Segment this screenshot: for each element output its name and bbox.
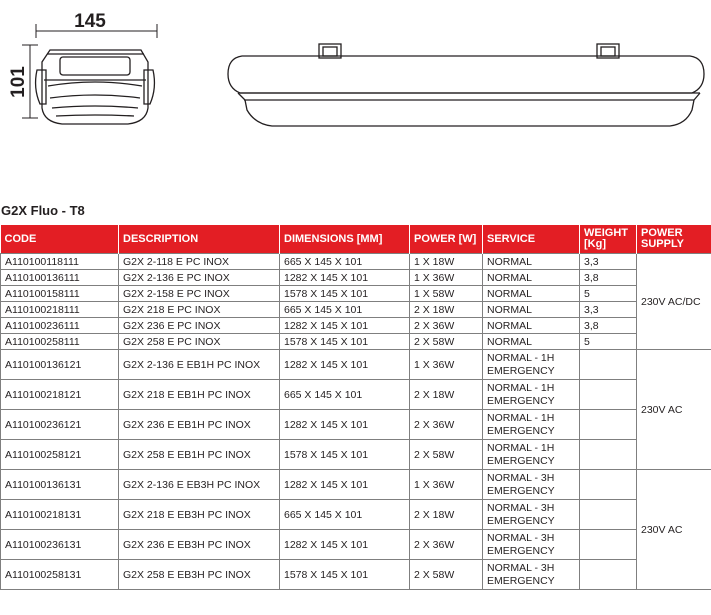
cell-service <box>483 440 580 470</box>
cell-description: G2X 2-136 E EB3H PC INOX <box>119 470 280 500</box>
cell-code: A110100236131 <box>1 530 119 560</box>
cell-code: A110100136121 <box>1 350 119 380</box>
cell-service <box>483 410 580 440</box>
cell-dimensions: 665 X 145 X 101 <box>280 302 410 318</box>
cell-service: NORMAL <box>483 302 580 318</box>
cell-code: A110100258121 <box>1 440 119 470</box>
service-line-1: NORMAL - 3H <box>487 561 555 574</box>
service-line-2: EMERGENCY <box>487 364 555 377</box>
cell-weight: 3,8 <box>580 318 637 334</box>
cell-dimensions: 1282 X 145 X 101 <box>280 530 410 560</box>
cell-weight <box>580 440 637 470</box>
cell-code: A110100218111 <box>1 302 119 318</box>
service-line-1: NORMAL - 1H <box>487 441 555 454</box>
table-row <box>1 530 711 560</box>
cell-dimensions: 665 X 145 X 101 <box>280 254 410 270</box>
service-line-1: NORMAL - 3H <box>487 531 555 544</box>
cell-power: 1 X 36W <box>410 350 483 380</box>
cell-power: 1 X 58W <box>410 286 483 302</box>
end-view <box>36 50 155 124</box>
table-row <box>1 500 711 530</box>
luminaire-technical-drawing <box>0 0 711 190</box>
cell-description: G2X 236 E EB3H PC INOX <box>119 530 280 560</box>
cell-code: A110100158111 <box>1 286 119 302</box>
cell-power: 1 X 36W <box>410 270 483 286</box>
cell-weight <box>580 350 637 380</box>
service-line-1: NORMAL - 3H <box>487 501 555 514</box>
cell-code: A110100236121 <box>1 410 119 440</box>
service-line-2: EMERGENCY <box>487 544 555 557</box>
cell-description: G2X 2-158 E PC INOX <box>119 286 280 302</box>
table-row <box>1 254 711 270</box>
cell-description: G2X 218 E EB3H PC INOX <box>119 500 280 530</box>
cell-dimensions: 1578 X 145 X 101 <box>280 286 410 302</box>
cell-service: NORMAL <box>483 270 580 286</box>
service-line-2: EMERGENCY <box>487 514 555 527</box>
cell-weight: 3,8 <box>580 270 637 286</box>
cell-description: G2X 236 E EB1H PC INOX <box>119 410 280 440</box>
table-header-row <box>1 225 711 254</box>
cell-description: G2X 258 E EB3H PC INOX <box>119 560 280 590</box>
service-line-2: EMERGENCY <box>487 574 555 587</box>
cell-power-supply: 230V AC/DC <box>637 254 711 350</box>
cell-power-supply: 230V AC <box>637 470 711 590</box>
cell-weight <box>580 500 637 530</box>
cell-description: G2X 2-118 E PC INOX <box>119 254 280 270</box>
table-row <box>1 440 711 470</box>
service-line-2: EMERGENCY <box>487 484 555 497</box>
table-row <box>1 318 711 334</box>
table-row <box>1 560 711 590</box>
cell-dimensions: 665 X 145 X 101 <box>280 380 410 410</box>
cell-service: NORMAL <box>483 254 580 270</box>
cell-weight <box>580 530 637 560</box>
height-dimension-label: 101 <box>8 66 29 98</box>
cell-dimensions: 1578 X 145 X 101 <box>280 560 410 590</box>
cell-description: G2X 258 E PC INOX <box>119 334 280 350</box>
header-service: SERVICE <box>483 225 580 254</box>
cell-description: G2X 218 E PC INOX <box>119 302 280 318</box>
cell-code: A110100236111 <box>1 318 119 334</box>
cell-service <box>483 380 580 410</box>
cell-power: 2 X 58W <box>410 560 483 590</box>
cell-service <box>483 560 580 590</box>
cell-code: A110100136131 <box>1 470 119 500</box>
cell-weight <box>580 560 637 590</box>
cell-code: A110100118111 <box>1 254 119 270</box>
cell-dimensions: 1282 X 145 X 101 <box>280 470 410 500</box>
cell-code: A110100258131 <box>1 560 119 590</box>
cell-code: A110100136111 <box>1 270 119 286</box>
cell-service <box>483 470 580 500</box>
header-dimensions: DIMENSIONS [MM] <box>280 225 410 254</box>
cell-power: 2 X 36W <box>410 318 483 334</box>
cell-dimensions: 1282 X 145 X 101 <box>280 350 410 380</box>
product-spec-table <box>0 225 711 590</box>
table-row <box>1 410 711 440</box>
cell-service: NORMAL <box>483 318 580 334</box>
cell-description: G2X 218 E EB1H PC INOX <box>119 380 280 410</box>
cell-dimensions: 1578 X 145 X 101 <box>280 334 410 350</box>
header-power-supply: POWER SUPPLY <box>637 225 711 254</box>
cell-power: 2 X 18W <box>410 302 483 318</box>
cell-service <box>483 350 580 380</box>
cell-power: 1 X 18W <box>410 254 483 270</box>
header-code: CODE <box>1 225 119 254</box>
table-row <box>1 302 711 318</box>
side-view <box>228 44 704 126</box>
header-description: DESCRIPTION <box>119 225 280 254</box>
cell-code: A110100258111 <box>1 334 119 350</box>
table-row <box>1 270 711 286</box>
cell-power: 2 X 58W <box>410 334 483 350</box>
cell-description: G2X 236 E PC INOX <box>119 318 280 334</box>
cell-power: 2 X 18W <box>410 500 483 530</box>
cell-dimensions: 1282 X 145 X 101 <box>280 270 410 286</box>
service-line-2: EMERGENCY <box>487 394 555 407</box>
cell-power: 2 X 18W <box>410 380 483 410</box>
cell-weight: 3,3 <box>580 254 637 270</box>
cell-description: G2X 2-136 E EB1H PC INOX <box>119 350 280 380</box>
table-row <box>1 350 711 380</box>
service-line-1: NORMAL - 3H <box>487 471 555 484</box>
cell-dimensions: 1578 X 145 X 101 <box>280 440 410 470</box>
cell-weight: 3,3 <box>580 302 637 318</box>
cell-power: 1 X 36W <box>410 470 483 500</box>
cell-service <box>483 500 580 530</box>
cell-dimensions: 665 X 145 X 101 <box>280 500 410 530</box>
table-row <box>1 334 711 350</box>
cell-description: G2X 2-136 E PC INOX <box>119 270 280 286</box>
header-weight: WEIGHT [Kg] <box>580 225 637 254</box>
service-line-2: EMERGENCY <box>487 454 555 467</box>
table-row <box>1 286 711 302</box>
cell-dimensions: 1282 X 145 X 101 <box>280 410 410 440</box>
cell-weight <box>580 470 637 500</box>
table-row <box>1 470 711 500</box>
cell-code: A110100218121 <box>1 380 119 410</box>
cell-dimensions: 1282 X 145 X 101 <box>280 318 410 334</box>
cell-code: A110100218131 <box>1 500 119 530</box>
cell-power: 2 X 58W <box>410 440 483 470</box>
table-row <box>1 380 711 410</box>
cell-description: G2X 258 E EB1H PC INOX <box>119 440 280 470</box>
service-line-2: EMERGENCY <box>487 424 555 437</box>
service-line-1: NORMAL - 1H <box>487 351 555 364</box>
product-title: G2X Fluo - T8 <box>1 203 85 218</box>
cell-power-supply: 230V AC <box>637 350 711 470</box>
cell-service <box>483 530 580 560</box>
cell-service: NORMAL <box>483 286 580 302</box>
cell-weight <box>580 380 637 410</box>
cell-weight: 5 <box>580 334 637 350</box>
cell-service: NORMAL <box>483 334 580 350</box>
width-dimension-label: 145 <box>74 11 106 32</box>
cell-weight <box>580 410 637 440</box>
service-line-1: NORMAL - 1H <box>487 411 555 424</box>
cell-power: 2 X 36W <box>410 530 483 560</box>
cell-weight: 5 <box>580 286 637 302</box>
cell-power: 2 X 36W <box>410 410 483 440</box>
service-line-1: NORMAL - 1H <box>487 381 555 394</box>
header-power: POWER [W] <box>410 225 483 254</box>
